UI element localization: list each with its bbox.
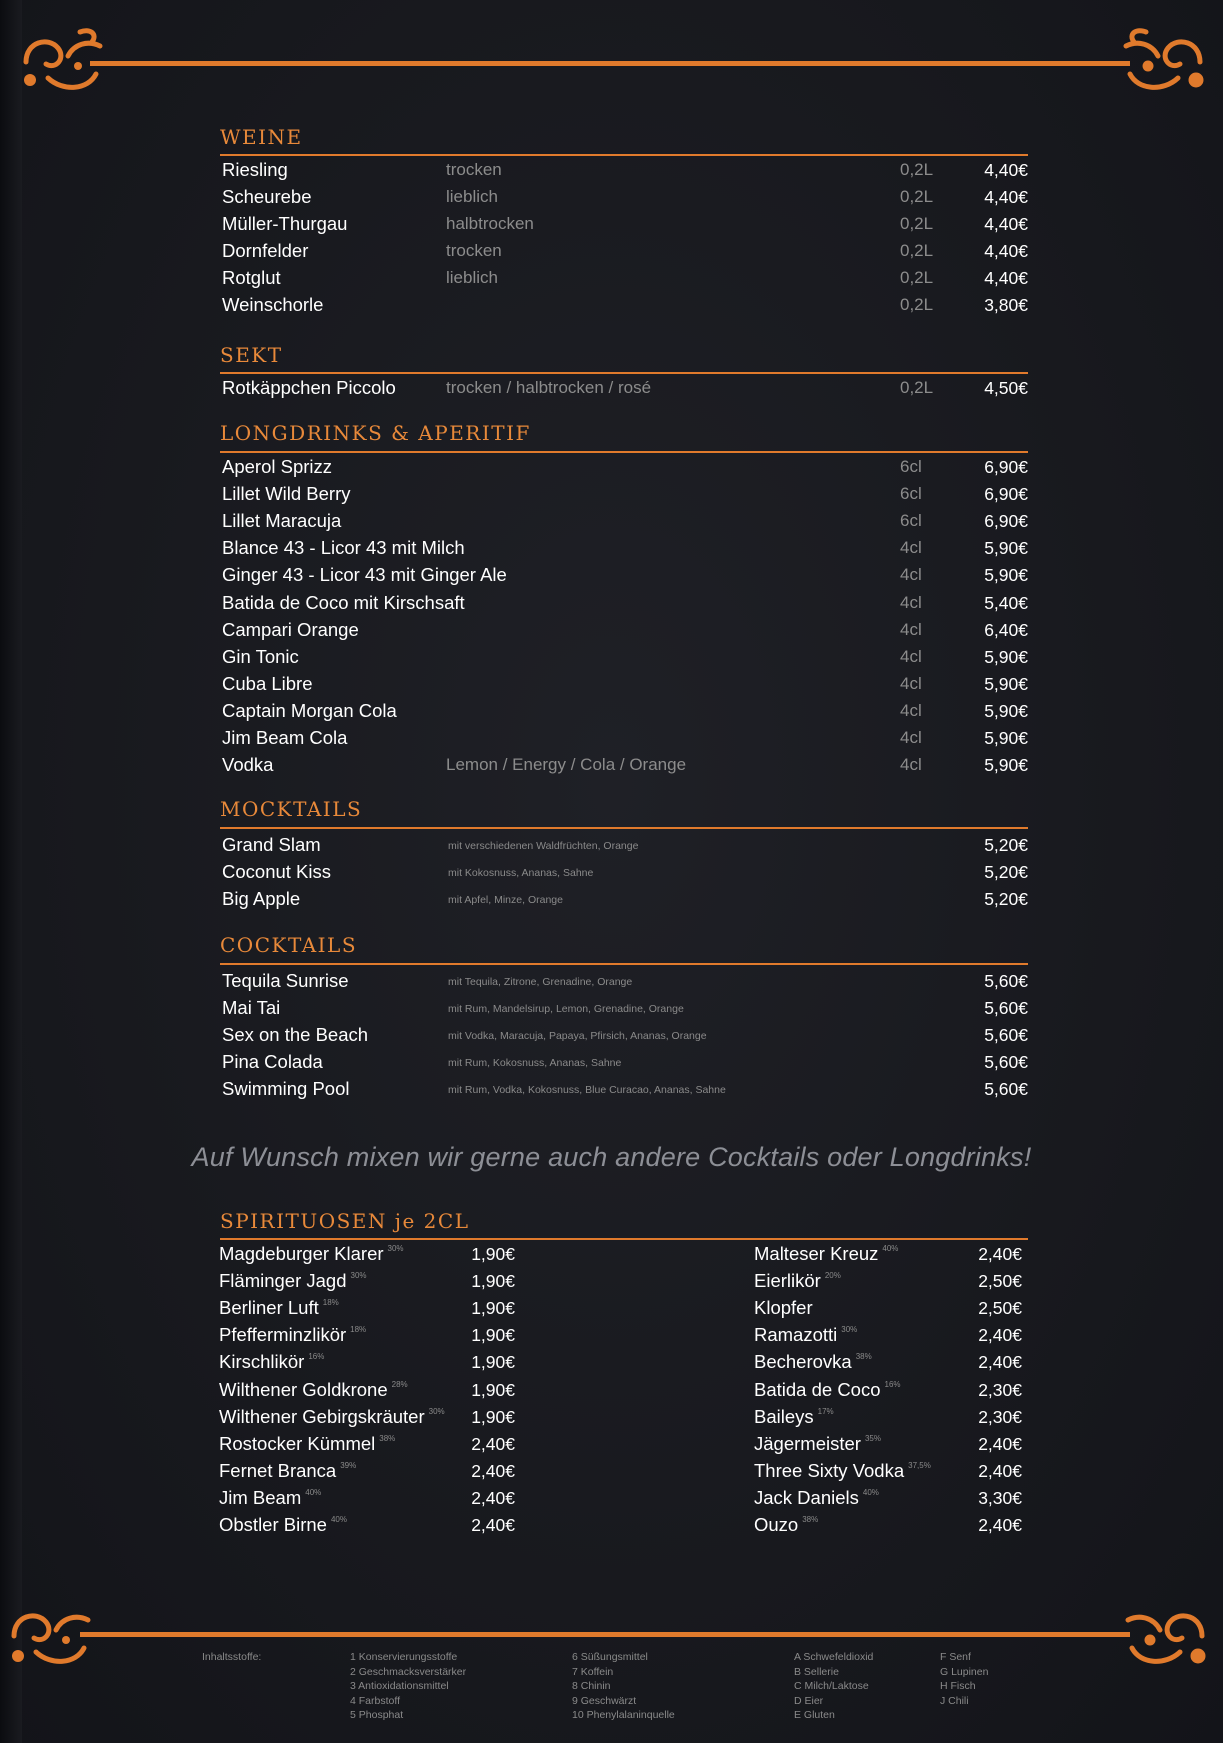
item-price: 4,40€ xyxy=(984,214,1028,234)
spirit-name xyxy=(754,1460,931,1482)
item-price: 5,90€ xyxy=(984,646,1028,667)
item-name: Pina Colada xyxy=(222,1051,323,1072)
spirit-name xyxy=(219,1487,321,1509)
footer-col-2 xyxy=(572,1650,675,1723)
item-price: 3,80€ xyxy=(984,295,1028,315)
item-volume: 6cl xyxy=(900,511,922,531)
spirit-name-text: Three Sixty Vodka xyxy=(754,1459,905,1481)
footer-entry: D Eier xyxy=(794,1694,824,1707)
item-description: trocken / halbtrocken / rosé xyxy=(446,378,652,397)
spirit-name-text: Batida de Coco xyxy=(754,1378,881,1400)
item-description: halbtrocken xyxy=(446,214,534,233)
spirit-row xyxy=(754,1351,1022,1378)
spirit-name xyxy=(219,1379,408,1401)
item-name: Grand Slam xyxy=(222,834,321,855)
footer-entry: E Gluten xyxy=(794,1709,835,1721)
item-name: Campari Orange xyxy=(222,618,359,640)
item-name: Sex on the Beach xyxy=(222,1024,369,1045)
item-name: Vodka xyxy=(222,754,274,776)
section-title-mocktails: MOCKTAILS xyxy=(220,797,363,821)
item-price: 5,20€ xyxy=(984,862,1028,882)
footer-entry: H Fisch xyxy=(940,1680,976,1692)
spirit-abv: 30% xyxy=(350,1271,367,1281)
section-title-sekt: SEKT xyxy=(220,343,283,367)
spirit-name xyxy=(219,1514,347,1536)
footer-entry: 8 Chinin xyxy=(572,1680,611,1692)
footer-entry: 4 Farbstoff xyxy=(350,1694,400,1707)
item-name: Coconut Kiss xyxy=(222,861,331,882)
spirit-price: 1,90€ xyxy=(471,1406,515,1427)
spirit-abv: 39% xyxy=(340,1460,357,1470)
item-name: Big Apple xyxy=(222,888,301,909)
footer-entry: G Lupinen xyxy=(940,1665,989,1678)
menu-item-row xyxy=(222,186,1028,213)
item-name: Weinschorle xyxy=(222,294,324,315)
menu-item-row xyxy=(222,377,1028,404)
spirit-name xyxy=(754,1433,881,1455)
item-price: 5,40€ xyxy=(984,592,1028,613)
spirit-name-text: Magdeburger Klarer xyxy=(219,1243,384,1264)
item-volume: 4cl xyxy=(900,646,922,666)
item-volume: 0,2L xyxy=(900,160,934,179)
menu-item-row xyxy=(222,267,1028,294)
custom-mix-note: Auf Wunsch mixen wir gerne auch andere Cocktails oder Longdrinks! xyxy=(191,1142,1032,1172)
spirit-price: 1,90€ xyxy=(471,1325,515,1346)
spirit-name-text: Wilthener Gebirgskräuter xyxy=(219,1405,425,1427)
item-price: 5,90€ xyxy=(984,565,1028,586)
item-price: 5,90€ xyxy=(984,700,1028,721)
item-name: Blance 43 - Licor 43 mit Milch xyxy=(222,537,465,559)
spirit-name-text: Jägermeister xyxy=(754,1432,861,1454)
item-price: 5,60€ xyxy=(984,1025,1028,1045)
spirit-name-text: Ouzo xyxy=(754,1514,799,1535)
spirit-abv: 30% xyxy=(841,1325,858,1335)
item-name: Müller-Thurgau xyxy=(222,213,348,234)
spirit-row xyxy=(219,1379,515,1406)
item-name: Gin Tonic xyxy=(222,645,299,667)
spirit-row xyxy=(754,1270,1022,1297)
item-description: Lemon / Energy / Cola / Orange xyxy=(446,755,687,775)
item-description: mit Rum, Kokosnuss, Ananas, Sahne xyxy=(448,1057,622,1069)
spirit-name xyxy=(219,1351,324,1373)
menu-item-row xyxy=(222,888,1028,915)
menu-item-row xyxy=(222,213,1028,240)
item-volume: 4cl xyxy=(900,619,922,639)
item-name: Jim Beam Cola xyxy=(222,727,348,748)
ornament-top-left-icon xyxy=(18,22,118,102)
item-price: 5,60€ xyxy=(984,998,1028,1018)
item-description: trocken xyxy=(446,160,502,179)
menu-item-row xyxy=(222,537,1028,564)
menu-item-row xyxy=(222,727,1028,754)
spirit-abv: 30% xyxy=(428,1406,445,1416)
item-name: Mai Tai xyxy=(222,997,281,1018)
item-price: 5,20€ xyxy=(984,835,1028,855)
ornament-bottom-left-icon xyxy=(6,1596,106,1676)
footer-entry: 1 Konservierungsstoffe xyxy=(350,1651,458,1663)
spirit-name xyxy=(219,1243,404,1265)
spirit-name-text: Malteser Kreuz xyxy=(754,1243,879,1264)
spirit-row xyxy=(754,1297,1022,1324)
spirit-row xyxy=(754,1433,1022,1460)
spirit-price: 2,40€ xyxy=(978,1515,1022,1535)
item-price: 6,90€ xyxy=(984,511,1028,532)
binding-spine xyxy=(0,0,22,1743)
menu-item-row xyxy=(222,1078,1028,1105)
spirit-name xyxy=(219,1297,339,1319)
item-price: 6,40€ xyxy=(984,619,1028,640)
footer-entry: F Senf xyxy=(940,1651,971,1663)
item-volume: 0,2L xyxy=(900,378,934,397)
spirit-name xyxy=(754,1351,872,1373)
spirit-abv: 17% xyxy=(817,1406,834,1416)
item-price: 5,90€ xyxy=(984,538,1028,559)
spirit-row xyxy=(219,1433,515,1460)
item-volume: 0,2L xyxy=(900,187,934,206)
item-price: 5,90€ xyxy=(984,728,1028,748)
spirit-name-text: Baileys xyxy=(754,1405,814,1427)
item-name: Dornfelder xyxy=(222,240,309,261)
footer-entry: 5 Phosphat xyxy=(350,1709,404,1721)
item-price: 5,60€ xyxy=(984,971,1028,991)
spirit-abv: 37,5% xyxy=(908,1460,931,1470)
spirit-name xyxy=(754,1406,834,1428)
spirit-row xyxy=(754,1406,1022,1433)
spirit-price: 1,90€ xyxy=(471,1298,515,1319)
spirit-price: 2,40€ xyxy=(978,1352,1022,1373)
section-rule xyxy=(220,372,1028,374)
spirit-name xyxy=(219,1270,367,1292)
spirit-name xyxy=(754,1297,813,1319)
menu-item-row xyxy=(222,997,1028,1024)
item-name: Captain Morgan Cola xyxy=(222,699,397,721)
item-description: mit Vodka, Maracuja, Papaya, Pfirsich, Ananas, Orange xyxy=(448,1030,707,1042)
item-name: Rotkäppchen Piccolo xyxy=(222,377,396,398)
section-title-spirituosen: SPIRITUOSEN je 2CL xyxy=(220,1209,470,1233)
menu-item-row xyxy=(222,294,1028,321)
spirit-price: 2,40€ xyxy=(471,1515,515,1535)
spirit-price: 2,40€ xyxy=(471,1487,515,1508)
section-rule xyxy=(220,1238,1028,1240)
spirit-abv: 16% xyxy=(308,1352,325,1362)
spirit-name xyxy=(219,1324,366,1346)
section-rule xyxy=(220,963,1028,965)
spirit-row xyxy=(219,1487,515,1514)
spirit-row xyxy=(754,1460,1022,1487)
item-volume: 4cl xyxy=(900,728,922,747)
spirit-name-text: Klopfer xyxy=(754,1297,813,1319)
item-price: 6,90€ xyxy=(984,457,1028,477)
menu-item-row xyxy=(222,456,1028,483)
spirit-price: 2,40€ xyxy=(471,1433,515,1454)
spirit-row xyxy=(219,1514,515,1541)
menu-item-row xyxy=(222,673,1028,700)
item-volume: 0,2L xyxy=(900,241,934,260)
menu-item-row xyxy=(222,700,1028,727)
spirit-name xyxy=(754,1243,898,1265)
menu-item-row xyxy=(222,1051,1028,1078)
menu-item-row xyxy=(222,510,1028,537)
spirit-name xyxy=(219,1406,445,1428)
menu-item-row xyxy=(222,483,1028,510)
spirit-row xyxy=(754,1487,1022,1514)
footer-col-4 xyxy=(940,1650,988,1708)
item-description: lieblich xyxy=(446,187,498,206)
footer-entry: 9 Geschwärzt xyxy=(572,1694,637,1707)
spirit-row xyxy=(219,1406,515,1433)
spirit-abv: 38% xyxy=(855,1352,872,1362)
ornament-bottom-right-icon xyxy=(1110,1596,1210,1676)
item-price: 4,40€ xyxy=(984,160,1028,180)
spirit-name xyxy=(219,1460,356,1482)
item-price: 4,50€ xyxy=(984,378,1028,398)
section-rule xyxy=(220,154,1028,156)
item-volume: 4cl xyxy=(900,700,922,720)
menu-item-row xyxy=(222,970,1028,997)
footer-entry: 3 Antioxidationsmittel xyxy=(350,1680,449,1692)
item-name: Tequila Sunrise xyxy=(222,970,349,991)
item-volume: 6cl xyxy=(900,457,922,476)
item-price: 6,90€ xyxy=(984,484,1028,505)
spirit-name xyxy=(754,1270,841,1292)
item-name: Riesling xyxy=(222,159,288,180)
spirit-name-text: Kirschlikör xyxy=(219,1351,305,1373)
spirit-price: 2,50€ xyxy=(978,1298,1022,1319)
menu-item-row xyxy=(222,646,1028,673)
spirit-name-text: Ramazotti xyxy=(754,1324,838,1346)
spirit-name-text: Pfefferminzlikör xyxy=(219,1324,347,1346)
menu-item-row xyxy=(222,619,1028,646)
spirit-name-text: Eierlikör xyxy=(754,1270,821,1292)
item-name: Rotglut xyxy=(222,267,281,288)
spirit-row xyxy=(219,1351,515,1378)
footer-entry: B Sellerie xyxy=(794,1665,839,1678)
ornament-top-right-icon xyxy=(1108,22,1208,102)
item-price: 5,60€ xyxy=(984,1052,1028,1072)
menu-item-row xyxy=(222,834,1028,861)
footer-col-3 xyxy=(794,1650,873,1723)
footer-entry: 10 Phenylalaninquelle xyxy=(572,1709,675,1721)
item-name: Batida de Coco mit Kirschsaft xyxy=(222,591,465,613)
spirit-abv: 40% xyxy=(330,1515,347,1524)
item-price: 5,60€ xyxy=(984,1079,1028,1099)
footer-entry: A Schwefeldioxid xyxy=(794,1651,874,1663)
item-name: Lillet Maracuja xyxy=(222,510,342,532)
section-title-cocktails: COCKTAILS xyxy=(220,933,358,957)
item-price: 5,20€ xyxy=(984,889,1028,909)
spirit-name-text: Jim Beam xyxy=(219,1486,302,1508)
spirit-row xyxy=(754,1243,1022,1270)
footer-entry: 2 Geschmacksverstärker xyxy=(350,1665,467,1678)
spirit-abv: 40% xyxy=(305,1487,322,1497)
item-description: lieblich xyxy=(446,268,498,287)
spirit-price: 1,90€ xyxy=(471,1352,515,1373)
spirit-name xyxy=(754,1487,879,1509)
spirit-name-text: Wilthener Goldkrone xyxy=(219,1378,388,1400)
spirit-name-text: Becherovka xyxy=(754,1351,852,1373)
spirit-name xyxy=(754,1379,901,1401)
spirit-abv: 18% xyxy=(322,1298,339,1308)
spirit-name-text: Jack Daniels xyxy=(754,1486,859,1508)
spirit-price: 2,30€ xyxy=(978,1406,1022,1427)
item-description: mit Tequila, Zitrone, Grenadine, Orange xyxy=(448,976,633,988)
item-description: mit Rum, Vodka, Kokosnuss, Blue Curacao, Ananas, Sahne xyxy=(448,1084,726,1096)
top-ornament-line xyxy=(90,61,1130,66)
item-volume: 4cl xyxy=(900,538,922,558)
spirit-row xyxy=(219,1270,515,1297)
menu-item-row xyxy=(222,754,1028,781)
item-volume: 0,2L xyxy=(900,268,934,287)
spirit-abv: 40% xyxy=(882,1244,899,1253)
item-volume: 6cl xyxy=(900,484,922,504)
spirit-name-text: Berliner Luft xyxy=(219,1297,319,1319)
spirit-name-text: Obstler Birne xyxy=(219,1514,327,1535)
item-volume: 4cl xyxy=(900,565,922,585)
spirit-price: 2,50€ xyxy=(978,1271,1022,1292)
footer-col-1 xyxy=(350,1650,466,1723)
spirit-name xyxy=(754,1514,818,1536)
section-rule xyxy=(220,827,1028,829)
item-name: Scheurebe xyxy=(222,186,312,207)
section-rule xyxy=(220,451,1028,453)
spirit-price: 1,90€ xyxy=(471,1271,515,1292)
item-price: 4,40€ xyxy=(984,241,1028,261)
spirit-abv: 16% xyxy=(884,1379,901,1389)
item-name: Cuba Libre xyxy=(222,672,313,694)
spirit-abv: 20% xyxy=(824,1271,841,1281)
menu-item-row xyxy=(222,240,1028,267)
spirit-row xyxy=(219,1297,515,1324)
footer-entry: J Chili xyxy=(940,1694,969,1707)
item-description: trocken xyxy=(446,241,502,260)
spirit-price: 1,90€ xyxy=(471,1379,515,1400)
item-volume: 4cl xyxy=(900,755,922,775)
spirit-row xyxy=(754,1514,1022,1541)
spirit-abv: 28% xyxy=(391,1379,408,1389)
spirit-price: 2,40€ xyxy=(978,1433,1022,1454)
item-volume: 4cl xyxy=(900,592,922,612)
section-title-weine: WEINE xyxy=(220,125,303,149)
item-description: mit verschiedenen Waldfrüchten, Orange xyxy=(448,840,639,852)
spirit-price: 1,90€ xyxy=(471,1244,515,1264)
spirit-price: 2,40€ xyxy=(978,1460,1022,1481)
menu-item-row xyxy=(222,1024,1028,1051)
footer-entry: 6 Süßungsmittel xyxy=(572,1651,648,1663)
spirit-abv: 40% xyxy=(862,1487,879,1497)
spirit-row xyxy=(219,1324,515,1351)
menu-item-row xyxy=(222,159,1028,186)
spirit-row xyxy=(754,1379,1022,1406)
spirit-abv: 38% xyxy=(802,1515,819,1524)
item-price: 4,40€ xyxy=(984,187,1028,207)
item-name: Swimming Pool xyxy=(222,1078,350,1099)
item-description: mit Rum, Mandelsirup, Lemon, Grenadine, Orange xyxy=(448,1003,684,1015)
section-title-longdrinks: LONGDRINKS & APERITIF xyxy=(220,421,531,445)
spirit-row xyxy=(219,1460,515,1487)
spirit-price: 2,30€ xyxy=(978,1379,1022,1400)
item-price: 5,90€ xyxy=(984,755,1028,776)
spirit-abv: 18% xyxy=(350,1325,367,1335)
spirit-price: 3,30€ xyxy=(978,1487,1022,1508)
spirit-row xyxy=(754,1324,1022,1351)
item-volume: 0,2L xyxy=(900,214,934,233)
spirit-name-text: Rostocker Kümmel xyxy=(219,1432,376,1454)
spirit-abv: 38% xyxy=(379,1433,396,1443)
spirit-price: 2,40€ xyxy=(978,1325,1022,1346)
spirit-row xyxy=(219,1243,515,1270)
spirit-name xyxy=(219,1433,395,1455)
footer-entry: C Milch/Laktose xyxy=(794,1680,869,1692)
item-name: Lillet Wild Berry xyxy=(222,483,351,505)
item-name: Ginger 43 - Licor 43 mit Ginger Ale xyxy=(222,564,507,586)
spirit-price: 2,40€ xyxy=(471,1460,515,1481)
spirit-name-text: Fläminger Jagd xyxy=(219,1270,347,1292)
footer-label: Inhaltsstoffe: xyxy=(202,1651,262,1663)
spirit-name-text: Fernet Branca xyxy=(219,1459,337,1481)
menu-item-row xyxy=(222,592,1028,619)
spirit-name xyxy=(754,1324,857,1346)
footer-entry: 7 Koffein xyxy=(572,1665,614,1678)
spirit-abv: 30% xyxy=(387,1244,404,1253)
menu-item-row xyxy=(222,564,1028,591)
item-price: 4,40€ xyxy=(984,268,1028,288)
item-volume: 4cl xyxy=(900,673,922,693)
menu-item-row xyxy=(222,861,1028,888)
spirit-price: 2,40€ xyxy=(978,1244,1022,1264)
item-description: mit Apfel, Minze, Orange xyxy=(448,894,563,906)
spirit-abv: 35% xyxy=(864,1433,881,1443)
item-volume: 0,2L xyxy=(900,295,934,314)
item-description: mit Kokosnuss, Ananas, Sahne xyxy=(448,867,594,879)
bottom-ornament-line xyxy=(80,1632,1130,1637)
item-price: 5,90€ xyxy=(984,673,1028,694)
item-name: Aperol Sprizz xyxy=(222,456,333,477)
